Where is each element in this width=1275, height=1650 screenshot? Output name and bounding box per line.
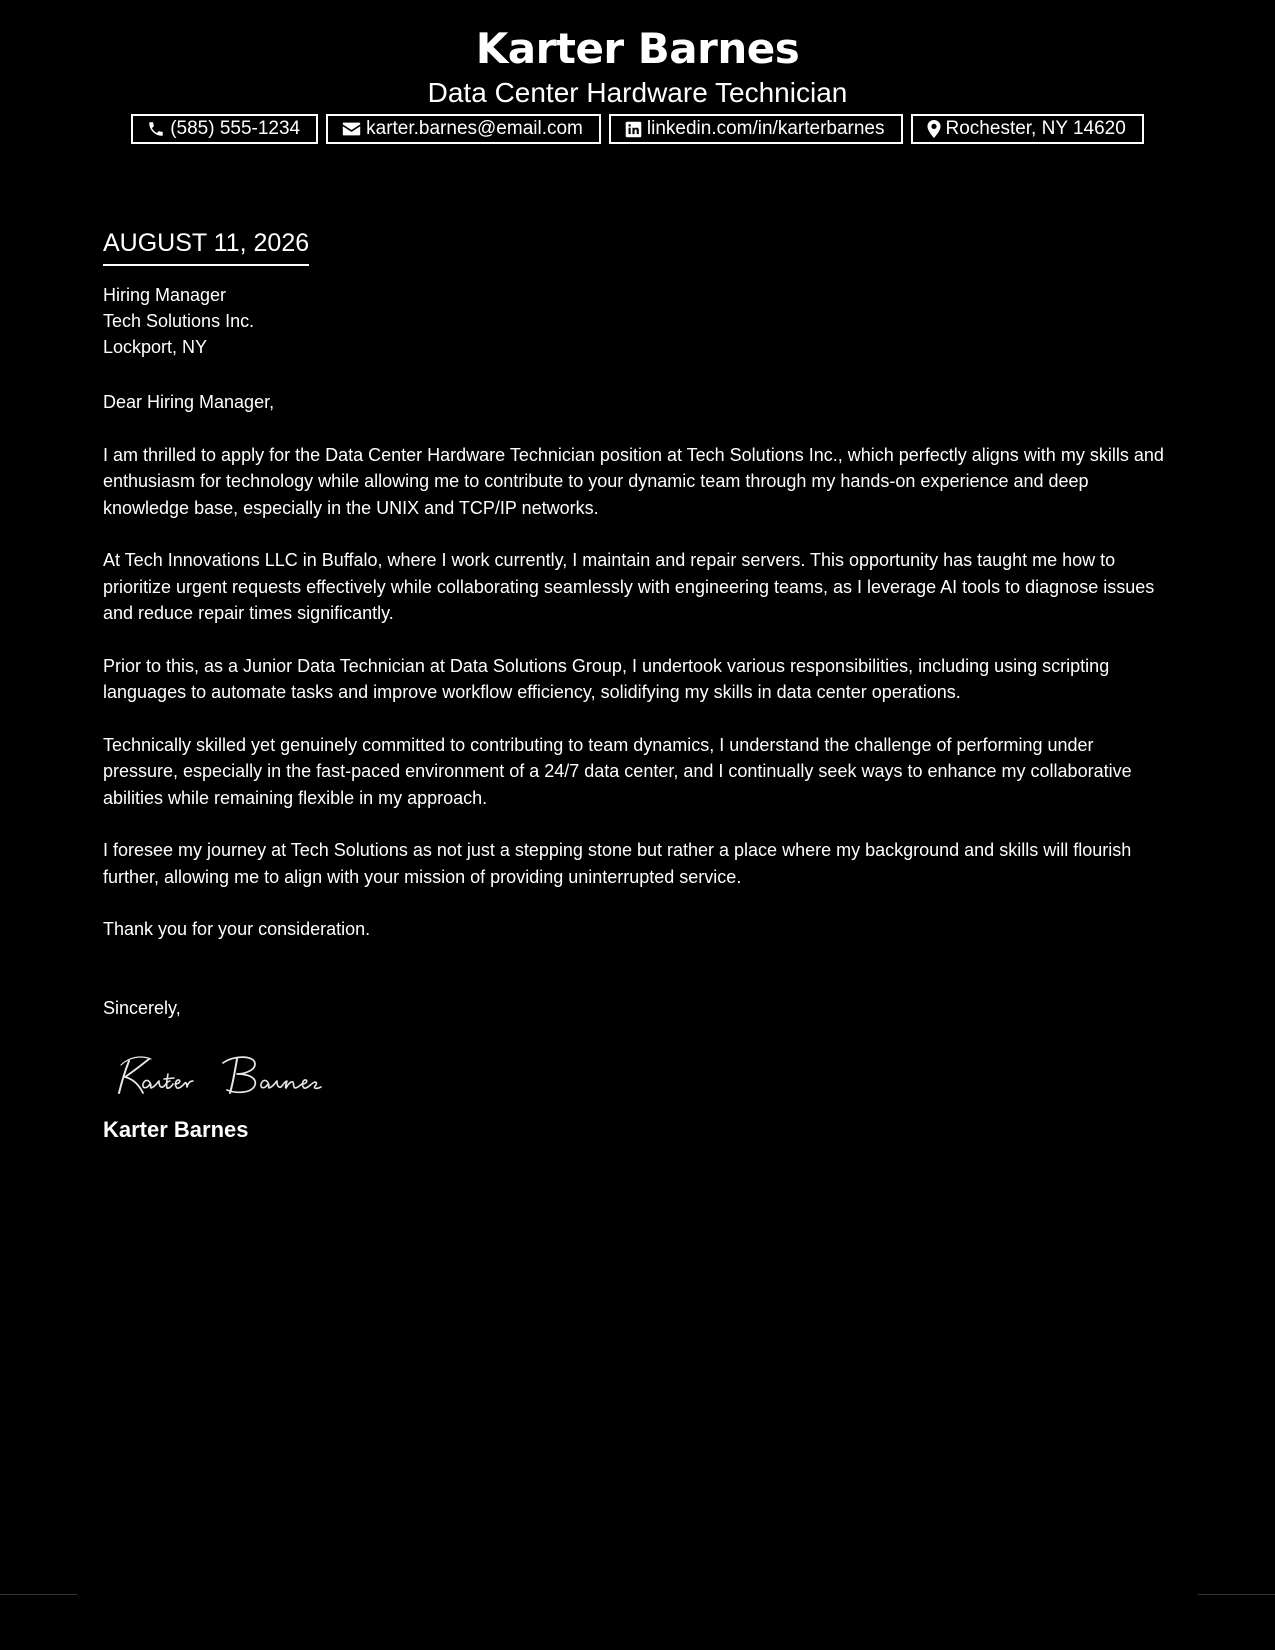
contact-bar xyxy=(0,114,1275,144)
body-paragraph: At Tech Innovations LLC in Buffalo, where I work currently, I maintain and repair servers. This opportunity has taught me how to prioritize urgent requests effectively while collaborating seamlessly with engineering teams, as I leverage AI tools to diagnose issues and reduce repair times significantly. xyxy=(103,550,1155,623)
closing: Sincerely, xyxy=(103,997,181,1018)
map-marker-icon xyxy=(927,120,941,138)
phone-icon xyxy=(147,120,165,138)
recipient-line: Hiring Manager xyxy=(103,285,227,305)
thank-you-line: Thank you for your consideration. xyxy=(103,919,371,939)
recipient-block xyxy=(103,282,1173,360)
footer-rule-right xyxy=(1198,1594,1275,1595)
body-paragraph: I am thrilled to apply for the Data Center Hardware Technician position at Tech Solutions Inc., which perfectly aligns with my skills and enthusiasm for technology while allowing me to contribute to your dynamic team through my hands-on experience and deep knowledge base, especially in the UNIX and TCP/IP networks. xyxy=(103,444,1164,518)
signer-name: Karter Barnes xyxy=(103,1117,249,1142)
contact-phone[interactable] xyxy=(131,114,318,144)
body-paragraph: I foresee my journey at Tech Solutions as not just a stepping stone but rather a place where my background and skills will flourish further, allowing me to align with your mission of providing uninterrupted service. xyxy=(103,840,1132,887)
applicant-job-title: Data Center Hardware Technician xyxy=(427,77,848,108)
footer-rule-left xyxy=(0,1594,77,1595)
contact-linkedin[interactable] xyxy=(609,114,903,144)
body-paragraph: Prior to this, as a Junior Data Technician at Data Solutions Group, I undertook various responsibilities, including using scripting languages to automate tasks and improve workflow efficiency, solidifying my skills in data center operations. xyxy=(103,655,1110,702)
linkedin-text: linkedin.com/in/karterbarnes xyxy=(646,118,885,139)
applicant-name: Karter Barnes xyxy=(475,24,800,73)
contact-location[interactable] xyxy=(911,114,1144,144)
recipient-company: Tech Solutions Inc. xyxy=(103,311,255,331)
location-text: Rochester, NY 14620 xyxy=(945,118,1126,139)
letter-header xyxy=(0,22,1275,110)
contact-email[interactable] xyxy=(326,114,601,144)
salutation: Dear Hiring Manager, xyxy=(103,392,275,412)
letter-date: AUGUST 11, 2026 xyxy=(103,224,309,266)
phone-text: (585) 555-1234 xyxy=(170,118,301,139)
recipient-location: Lockport, NY xyxy=(103,337,208,357)
handwritten-signature xyxy=(115,1047,1173,1103)
letter-body xyxy=(103,224,1173,1145)
email-text: karter.barnes@email.com xyxy=(366,118,583,139)
body-paragraph: Technically skilled yet genuinely committed to contributing to team dynamics, I understand the challenge of performing under pressure, especially in the fast-paced environment of a 24/7 data center, and I continually seek ways to enhance my collaborative abilities while remaining flexible in my approach. xyxy=(103,734,1132,808)
envelope-icon xyxy=(342,121,361,137)
linkedin-icon xyxy=(625,121,642,138)
